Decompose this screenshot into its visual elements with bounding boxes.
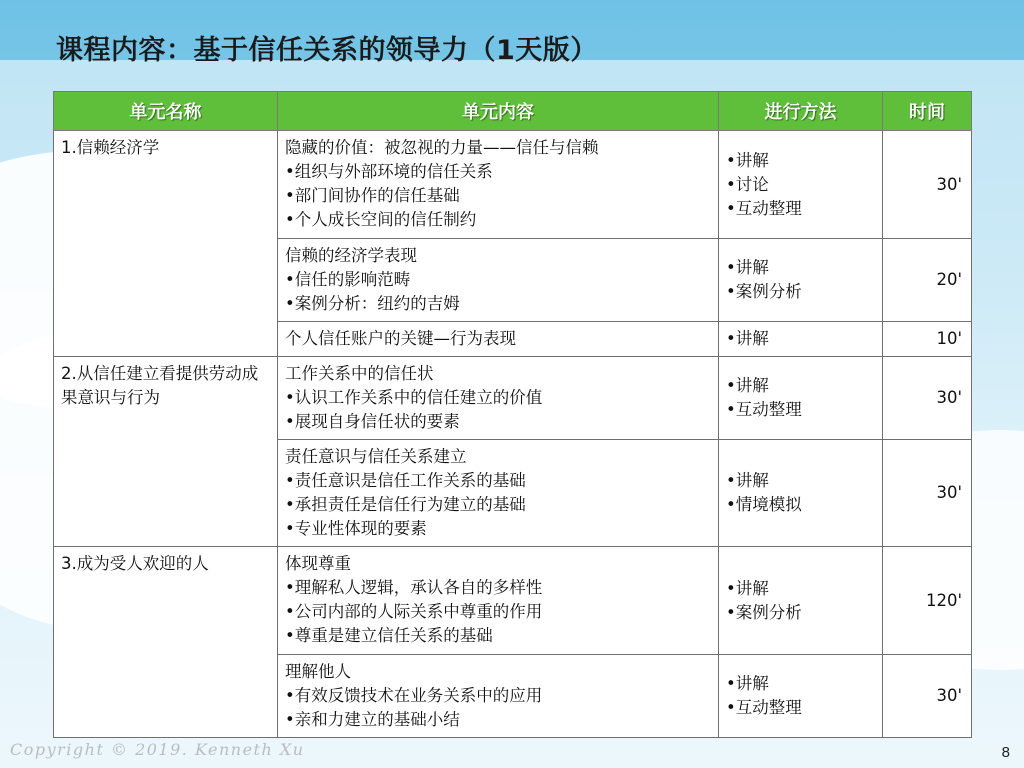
unit-name-cell [54,357,278,547]
header-unit-content: 单元内容 [278,92,719,131]
method-cell [719,357,883,440]
unit-content-cell [278,440,719,547]
unit-content-cell [278,239,719,322]
page-number: 8 [1001,744,1010,761]
method-line: •互动整理 [726,698,802,717]
content-line: •公司内部的人际关系中尊重的作用 [285,602,543,621]
slide-title: 课程内容：基于信任关系的领导力（1天版） [56,35,598,66]
unit-content-cell [278,357,719,440]
time-cell: 120' [883,547,972,655]
content-line: 个人信任账户的关键—行为表现 [285,329,516,348]
content-line: •理解私人逻辑，承认各自的多样性 [285,578,543,597]
unit-name: 3.成为受人欢迎的人 [61,554,209,573]
content-line: 信赖的经济学表现 [285,246,417,265]
method-line: •案例分析 [726,602,802,622]
content-line: •认识工作关系中的信任建立的价值 [285,388,543,407]
method-line: •讲解 [726,329,769,348]
method-cell [719,322,883,357]
method-line: •案例分析 [726,282,802,301]
content-line: •展现自身信任状的要素 [285,412,460,431]
header-unit-name: 单元名称 [54,92,278,131]
course-table-container [53,91,971,738]
content-line: •信任的影响范畴 [285,270,411,289]
table-row [54,547,972,655]
method-cell [719,440,883,547]
table-row [54,357,972,440]
method-line: •互动整理 [726,198,802,218]
time-cell: 20' [883,239,972,322]
course-table [53,91,972,738]
method-line: •讨论 [726,174,769,194]
content-line: 工作关系中的信任状 [285,364,434,383]
unit-name-cell [54,547,278,738]
unit-content-cell [278,547,719,655]
table-row [54,131,972,239]
copyright-text: Copyright © 2019. Kenneth Xu [10,740,305,759]
unit-content-cell [278,322,719,357]
content-line: 责任意识与信任关系建立 [285,447,467,466]
method-line: •讲解 [726,674,769,693]
method-cell [719,239,883,322]
header-time: 时间 [883,92,972,131]
content-line: •承担责任是信任行为建立的基础 [285,495,526,514]
content-line: •部门间协作的信任基础 [285,186,460,205]
content-line: •尊重是建立信任关系的基础 [285,626,493,645]
method-cell [719,131,883,239]
table-header-row [54,92,972,131]
content-line: 体现尊重 [285,554,351,573]
unit-name: 2.从信任建立看提供劳动成果意识与行为 [61,364,259,407]
time-cell: 30' [883,655,972,738]
unit-content-cell [278,655,719,738]
time-cell: 30' [883,131,972,239]
content-line: 隐藏的价值：被忽视的力量——信任与信赖 [285,138,599,157]
method-line: •情境模拟 [726,495,802,514]
time-cell: 30' [883,357,972,440]
content-line: •有效反馈技术在业务关系中的应用 [285,686,543,705]
header-method: 进行方法 [719,92,883,131]
content-line: 理解他人 [285,662,351,681]
unit-name-cell [54,131,278,357]
method-line: •讲解 [726,471,769,490]
method-line: •讲解 [726,150,769,170]
content-line: •个人成长空间的信任制约 [285,210,477,229]
unit-name: 1.信赖经济学 [61,138,160,157]
time-cell: 10' [883,322,972,357]
method-cell [719,547,883,655]
content-line: •组织与外部环境的信任关系 [285,162,493,181]
content-line: •专业性体现的要素 [285,519,427,538]
time-cell: 30' [883,440,972,547]
method-line: •讲解 [726,258,769,277]
content-line: •亲和力建立的基础小结 [285,710,460,729]
content-line: •责任意识是信任工作关系的基础 [285,471,526,490]
method-line: •互动整理 [726,400,802,419]
unit-content-cell [278,131,719,239]
method-line: •讲解 [726,376,769,395]
content-line: •案例分析：纽约的吉姆 [285,294,460,313]
method-line: •讲解 [726,578,769,598]
method-cell [719,655,883,738]
